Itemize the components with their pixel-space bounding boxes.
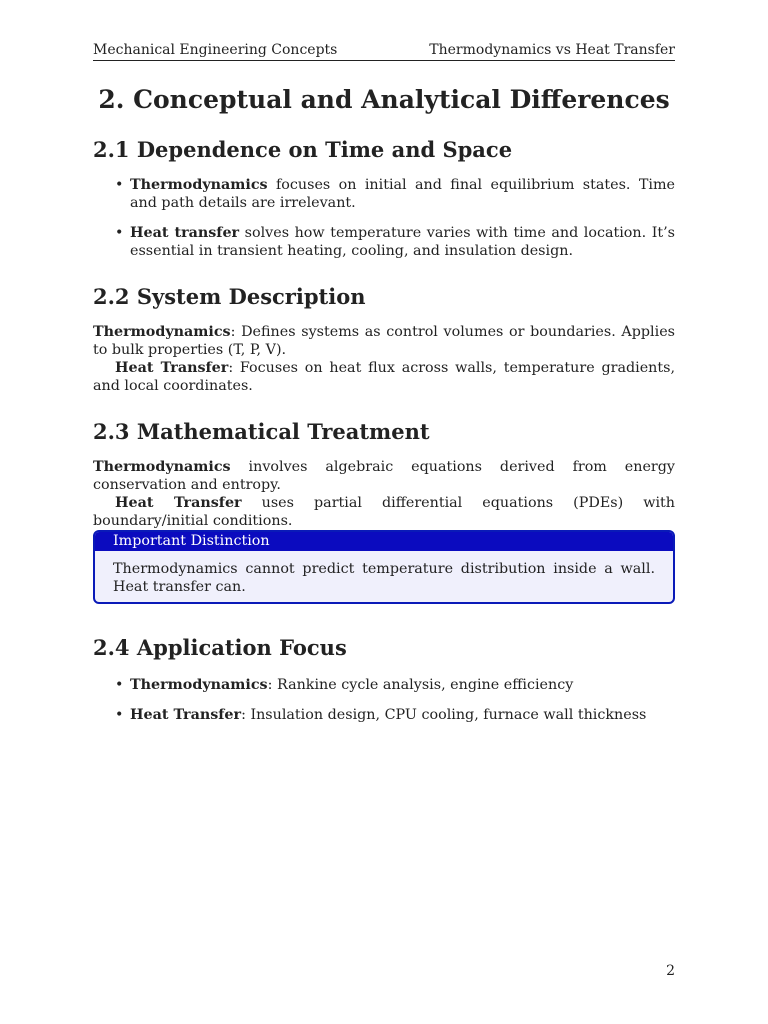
running-header [93, 40, 675, 61]
para-term: Heat Transfer [115, 360, 229, 376]
paragraph-line [93, 458, 675, 494]
para-term: Heat Transfer [115, 495, 242, 511]
subsection-title-2-3: 2.3 Mathematical Treatment [93, 419, 430, 444]
bullet-icon: • [115, 707, 124, 723]
list-item [93, 224, 675, 260]
para-term: Thermodynamics [93, 459, 231, 475]
bullet-icon: • [115, 177, 124, 193]
subsection-title-2-1: 2.1 Dependence on Time and Space [93, 137, 513, 162]
box-title: Important Distinction [95, 532, 673, 551]
para-text: involves algebraic equations derived from energy conservation and entropy. [93, 459, 675, 493]
paragraph-2-2 [93, 323, 675, 395]
item-text: : Insulation design, CPU cooling, furnace wall thickness [241, 707, 647, 723]
bullet-list-2-4 [93, 676, 675, 724]
list-item [93, 706, 675, 724]
section-title: 2. Conceptual and Analytical Differences [98, 85, 670, 114]
item-text: solves how temperature varies with time and location. It’s essential in transient heating, cooling, and insulation design. [130, 225, 675, 259]
item-term: Heat transfer [130, 225, 240, 241]
bullet-list-2-1 [93, 176, 675, 260]
paragraph-line [93, 494, 675, 530]
subsection-title-2-2: 2.2 System Description [93, 284, 366, 309]
page-number: 2 [666, 963, 675, 979]
subsection-title-2-4: 2.4 Application Focus [93, 635, 347, 660]
important-distinction-box [93, 530, 675, 604]
item-text: focuses on initial and final equilibrium states. Time and path details are irrelevant. [130, 177, 675, 211]
header-right: Thermodynamics vs Heat Transfer [429, 42, 675, 58]
box-body: Thermodynamics cannot predict temperature distribution inside a wall. Heat transfer can. [113, 561, 655, 595]
header-left: Mechanical Engineering Concepts [93, 42, 338, 58]
paragraph-line [93, 359, 675, 395]
list-item [93, 676, 675, 694]
item-term: Thermodynamics [130, 677, 268, 693]
para-text: : Defines systems as control volumes or boundaries. Applies to bulk properties (T, P, V). [93, 324, 675, 358]
item-term: Thermodynamics [130, 177, 268, 193]
document-page [93, 0, 675, 1024]
para-term: Thermodynamics [93, 324, 231, 340]
item-text: : Rankine cycle analysis, engine efficiency [267, 677, 574, 693]
para-text: uses partial differential equations (PDEs) with boundary/initial conditions. [93, 495, 675, 529]
bullet-icon: • [115, 225, 124, 241]
bullet-icon: • [115, 677, 124, 693]
paragraph-line [93, 323, 675, 359]
para-text: : Focuses on heat flux across walls, temperature gradients, and local coordinates. [93, 360, 675, 394]
paragraph-2-3 [93, 458, 675, 530]
item-term: Heat Transfer [130, 707, 242, 723]
list-item [93, 176, 675, 212]
